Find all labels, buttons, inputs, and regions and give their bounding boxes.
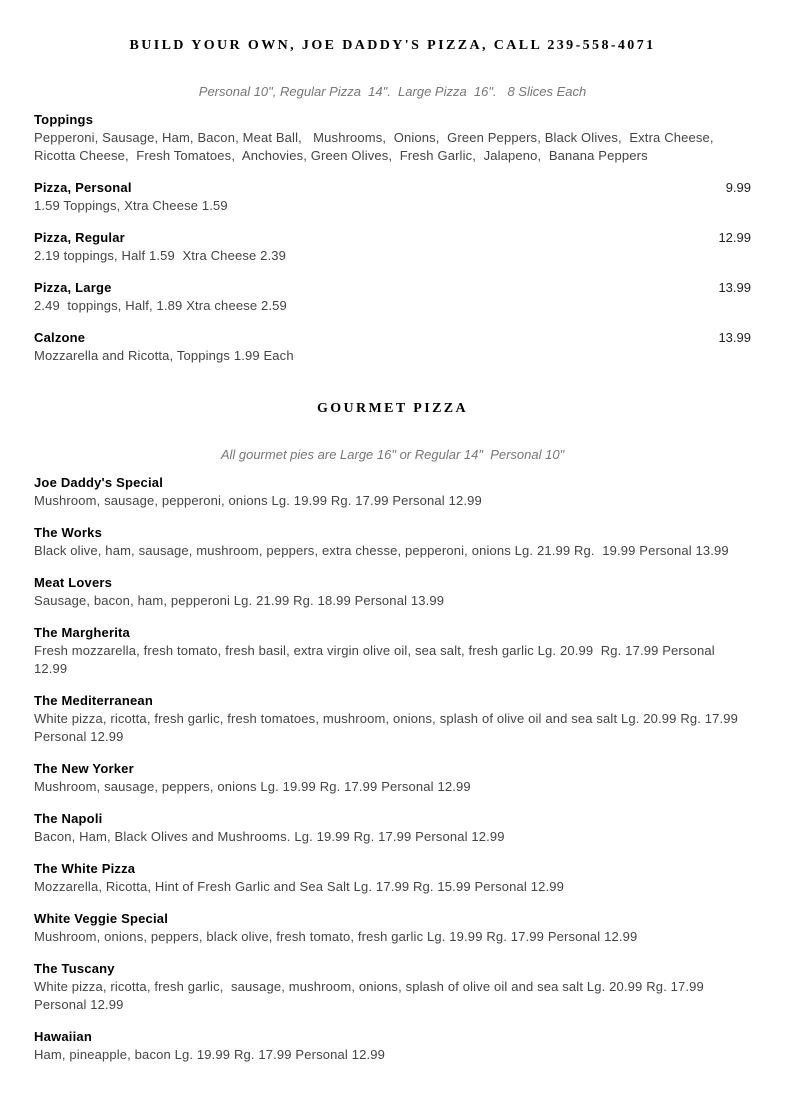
section-note: All gourmet pies are Large 16" or Regular 14" Personal 10" bbox=[220, 447, 565, 462]
menu-page bbox=[34, 0, 751, 1064]
item-description: Mozzarella, Ricotta, Hint of Fresh Garlic and Sea Salt Lg. 17.99 Rg. 15.99 Personal 12.99 bbox=[34, 879, 565, 894]
item-description: Ham, pineapple, bacon Lg. 19.99 Rg. 17.99 Personal 12.99 bbox=[34, 1047, 385, 1062]
section-title: GOURMET PIZZA bbox=[316, 401, 469, 416]
gourmet-pizza-section bbox=[34, 401, 751, 1064]
item-description: Mushroom, sausage, peppers, onions Lg. 19.99 Rg. 17.99 Personal 12.99 bbox=[34, 779, 471, 794]
item-name: Pizza, Large bbox=[34, 280, 112, 295]
item-name: The Mediterranean bbox=[34, 693, 153, 708]
menu-item-the-mediterranean bbox=[34, 692, 751, 746]
menu-item-the-white-pizza bbox=[34, 860, 751, 896]
menu-item-pizza-regular bbox=[34, 229, 751, 265]
menu-item-pizza-large bbox=[34, 279, 751, 315]
menu-item-white-veggie-special bbox=[34, 910, 751, 946]
menu-item-the-tuscany bbox=[34, 960, 751, 1014]
menu-item-pizza-personal bbox=[34, 179, 751, 215]
menu-item-joe-daddys-special bbox=[34, 474, 751, 510]
item-name: The Napoli bbox=[34, 811, 103, 826]
menu-item-toppings bbox=[34, 111, 751, 165]
item-name: The New Yorker bbox=[34, 761, 134, 776]
item-description: White pizza, ricotta, fresh garlic, fresh tomatoes, mushroom, onions, splash of olive oil and sea salt Lg. 20.99 Rg. 17.99 Personal 12.99 bbox=[34, 711, 742, 744]
menu-item-the-napoli bbox=[34, 810, 751, 846]
item-name: White Veggie Special bbox=[34, 911, 169, 926]
item-description: 2.49 toppings, Half, 1.89 Xtra cheese 2.59 bbox=[34, 298, 287, 313]
item-price: 12.99 bbox=[718, 230, 751, 245]
item-name: The Works bbox=[34, 525, 103, 540]
item-price: 13.99 bbox=[718, 280, 751, 295]
item-name: Pizza, Regular bbox=[34, 230, 125, 245]
item-price: 13.99 bbox=[718, 330, 751, 345]
item-name: Joe Daddy's Special bbox=[34, 475, 164, 490]
item-description: Black olive, ham, sausage, mushroom, peppers, extra chesse, pepperoni, onions Lg. 21.99 Rg. 19.99 Personal 13.99 bbox=[34, 543, 729, 558]
item-description: 1.59 Toppings, Xtra Cheese 1.59 bbox=[34, 198, 228, 213]
item-description: Bacon, Ham, Black Olives and Mushrooms. Lg. 19.99 Rg. 17.99 Personal 12.99 bbox=[34, 829, 505, 844]
item-description: Mushroom, sausage, pepperoni, onions Lg. 19.99 Rg. 17.99 Personal 12.99 bbox=[34, 493, 482, 508]
item-name: The White Pizza bbox=[34, 861, 136, 876]
item-description: Mushroom, onions, peppers, black olive, fresh tomato, fresh garlic Lg. 19.99 Rg. 17.99 Personal 12.99 bbox=[34, 929, 638, 944]
section-title: BUILD YOUR OWN, JOE DADDY'S PIZZA, CALL 239-558-4071 bbox=[129, 38, 656, 53]
item-name: Toppings bbox=[34, 112, 94, 127]
item-name: Calzone bbox=[34, 330, 86, 345]
item-price: 9.99 bbox=[725, 180, 751, 195]
build-your-own-section bbox=[34, 38, 751, 365]
item-name: Meat Lovers bbox=[34, 575, 113, 590]
item-description: White pizza, ricotta, fresh garlic, sausage, mushroom, onions, splash of olive oil and sea salt Lg. 20.99 Rg. 17.99 Personal 12.99 bbox=[34, 979, 708, 1012]
item-name: The Tuscany bbox=[34, 961, 115, 976]
item-name: Hawaiian bbox=[34, 1029, 92, 1044]
item-description: Sausage, bacon, ham, pepperoni Lg. 21.99 Rg. 18.99 Personal 13.99 bbox=[34, 593, 445, 608]
item-name: Pizza, Personal bbox=[34, 180, 132, 195]
item-name: The Margherita bbox=[34, 625, 130, 640]
menu-item-meat-lovers bbox=[34, 574, 751, 610]
menu-item-hawaiian bbox=[34, 1028, 751, 1064]
item-description: Pepperoni, Sausage, Ham, Bacon, Meat Ball, Mushrooms, Onions, Green Peppers, Black Olives, Extra Cheese, Ricotta Cheese, Fresh Tomatoes, Anchovies, Green Olives, Fresh Garlic, Jalapeno, Banana Peppers bbox=[34, 130, 722, 163]
menu-item-the-works bbox=[34, 524, 751, 560]
item-description: 2.19 toppings, Half 1.59 Xtra Cheese 2.39 bbox=[34, 248, 287, 263]
section-note: Personal 10", Regular Pizza 14". Large Pizza 16". 8 Slices Each bbox=[198, 84, 587, 99]
menu-item-the-new-yorker bbox=[34, 760, 751, 796]
menu-item-the-margherita bbox=[34, 624, 751, 678]
item-description: Mozzarella and Ricotta, Toppings 1.99 Each bbox=[34, 348, 294, 363]
menu-item-calzone bbox=[34, 329, 751, 365]
item-description: Fresh mozzarella, fresh tomato, fresh basil, extra virgin olive oil, sea salt, fresh garlic Lg. 20.99 Rg. 17.99 Personal 12.99 bbox=[34, 643, 719, 676]
